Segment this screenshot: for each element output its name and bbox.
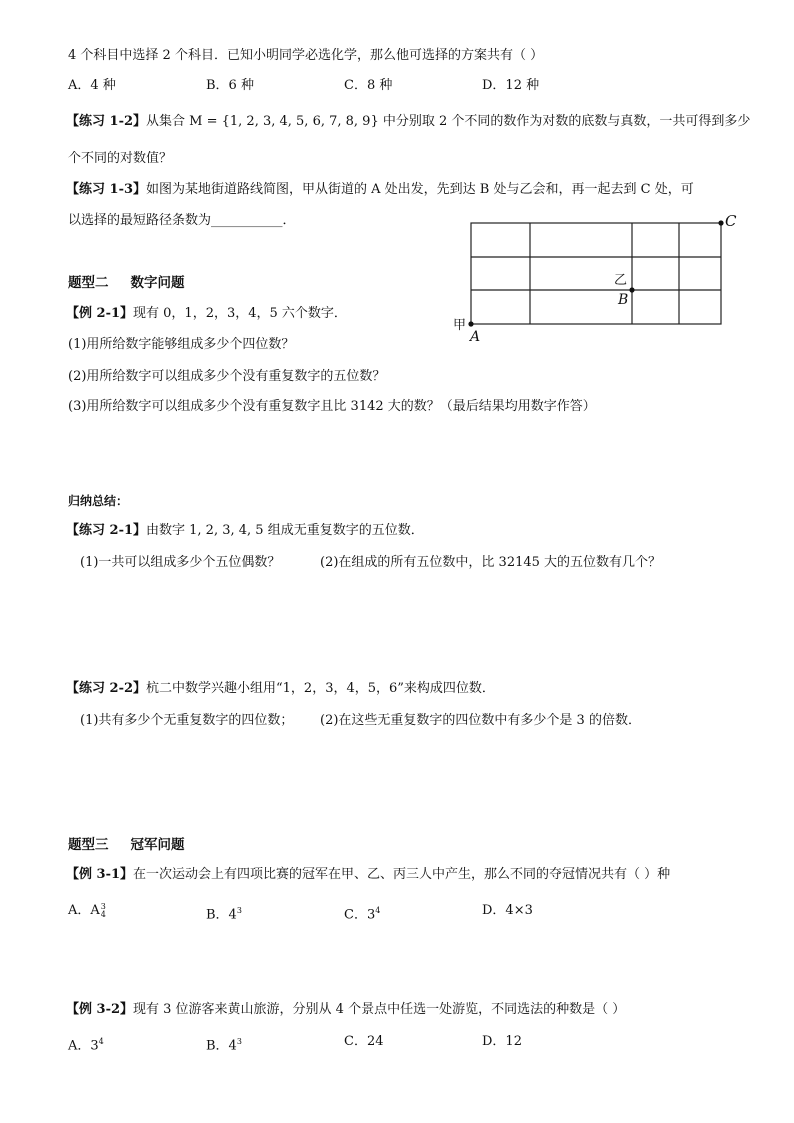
- superscript: 3: [236, 1037, 242, 1046]
- summary-label: 归纳总结：: [68, 494, 129, 508]
- practice-text: 从集合 M = {1, 2, 3, 4, 5, 6, 7, 8, 9} 中分别取 2 个不同的数作为对数的底数与真数，一共可得到多少: [146, 114, 751, 129]
- option-prefix: B．4: [206, 907, 237, 923]
- example-text: 现有 0，1，2，3，4，5 六个数字．: [133, 306, 347, 321]
- example-label: 【例 2-1】: [66, 306, 134, 321]
- practice-text: 由数字 1, 2, 3, 4, 5 组成无重复数字的五位数．: [146, 523, 424, 538]
- option-prefix: C．3: [344, 907, 376, 923]
- example-3-2: [66, 1001, 625, 1019]
- option-c: [344, 902, 380, 924]
- section-heading: [68, 836, 185, 854]
- option-b: [206, 1033, 242, 1055]
- option-c: C．8 种: [344, 78, 393, 93]
- point-b: [629, 287, 634, 292]
- example-text: 现有 3 位游客来黄山旅游，分别从 4 个景点中任选一处游览，不同选法的种数是（ ）: [133, 1002, 626, 1017]
- practice-1-2: [66, 113, 750, 131]
- option-b: [206, 902, 242, 924]
- label-c: C: [725, 212, 737, 230]
- practice-2-1: [66, 522, 424, 540]
- section-heading: [68, 274, 185, 292]
- option-c: C．24: [344, 1034, 384, 1049]
- point-a: [468, 321, 473, 326]
- subscript: 4: [100, 909, 106, 919]
- option-a: [68, 902, 106, 920]
- label-a: A: [470, 329, 481, 345]
- label-yi: 乙: [614, 273, 628, 288]
- section-title: 数字问题: [130, 275, 185, 291]
- section-number: 题型三: [68, 837, 109, 853]
- sub-question-1: (1)共有多少个无重复数字的四位数；: [80, 713, 294, 728]
- sub-question-1: (1)一共可以组成多少个五位偶数？: [80, 555, 281, 570]
- superscript: 3: [100, 901, 106, 911]
- practice-1-3: [66, 181, 694, 199]
- option-prefix: A．A: [68, 903, 100, 918]
- option-d: D．12: [482, 1034, 522, 1049]
- example-3-1: [66, 866, 670, 884]
- example-label: 【例 3-2】: [66, 1002, 134, 1017]
- option-a: A．4 种: [68, 78, 116, 93]
- sub-question-1: (1)用所给数字能够组成多少个四位数？: [68, 337, 295, 352]
- option-d: D．12 种: [482, 78, 540, 93]
- sub-question-3: (3)用所给数字可以组成多少个没有重复数字且比 3142 大的数？（最后结果均用数字作答）: [68, 399, 596, 414]
- practice-2-2: [66, 680, 495, 698]
- example-label: 【例 3-1】: [66, 867, 134, 882]
- practice-text: 杭二中数学兴趣小组用“1，2，3，4，5，6”来构成四位数．: [146, 681, 495, 696]
- practice-label: 【练习 2-2】: [66, 681, 147, 696]
- example-text: 在一次运动会上有四项比赛的冠军在甲、乙、丙三人中产生，那么不同的夺冠情况共有（ ）种: [133, 867, 671, 882]
- superscript: 4: [98, 1037, 104, 1046]
- sub-question-2: (2)在组成的所有五位数中，比 32145 大的五位数有几个？: [320, 555, 662, 570]
- grid-outline: [471, 223, 721, 324]
- question-text: 4 个科目中选择 2 个科目．已知小明同学必选化学，那么他可选择的方案共有（ ）: [68, 48, 544, 63]
- permutation-indices: [101, 903, 106, 919]
- section-number: 题型二: [68, 275, 109, 291]
- practice-label: 【练习 1-2】: [66, 114, 147, 129]
- option-a: [68, 1033, 104, 1055]
- practice-text-cont: 以选择的最短路径条数为___________．: [68, 213, 296, 228]
- example-2-1: [66, 305, 347, 323]
- superscript: 3: [236, 906, 242, 915]
- practice-label: 【练习 2-1】: [66, 523, 147, 538]
- label-jia: 甲: [453, 318, 467, 333]
- option-b: B．6 种: [206, 78, 254, 93]
- sub-question-2: (2)在这些无重复数字的四位数中有多少个是 3 的倍数．: [320, 713, 641, 728]
- option-prefix: B．4: [206, 1038, 237, 1054]
- section-title: 冠军问题: [130, 837, 185, 853]
- label-b: B: [618, 292, 629, 308]
- sub-question-2: (2)用所给数字可以组成多少个没有重复数字的五位数？: [68, 369, 386, 384]
- street-grid-figure: [445, 208, 745, 348]
- practice-text-cont: 个不同的对数值？: [68, 151, 173, 166]
- practice-label: 【练习 1-3】: [66, 182, 147, 197]
- practice-text: 如图为某地街道路线简图，甲从街道的 A 处出发，先到达 B 处与乙会和，再一起去到 C 处，可: [146, 182, 694, 197]
- superscript: 4: [375, 906, 381, 915]
- option-prefix: A．3: [68, 1038, 99, 1054]
- option-d: D．4×3: [482, 903, 533, 918]
- point-c: [718, 220, 723, 225]
